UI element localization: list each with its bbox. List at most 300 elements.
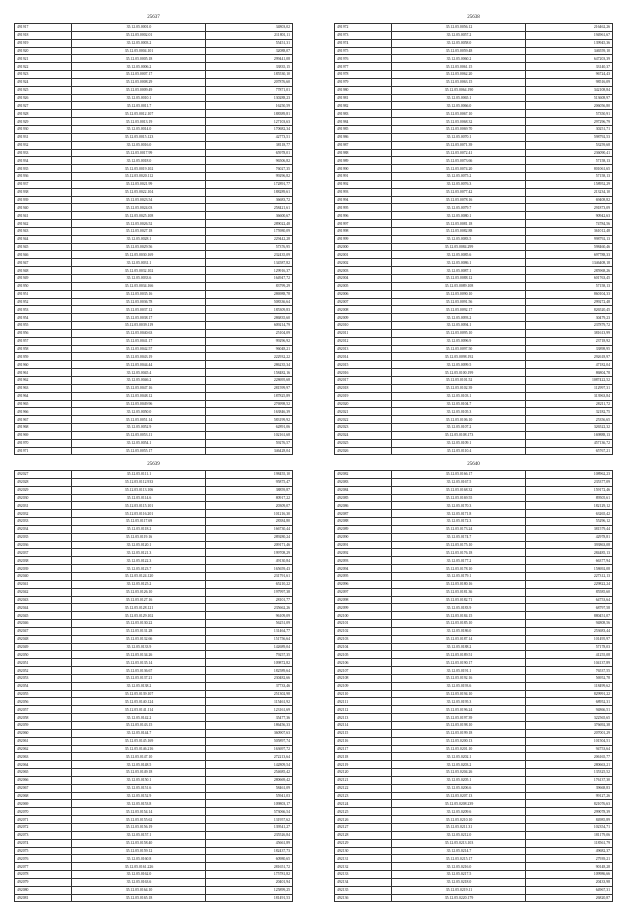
table-row bbox=[15, 729, 293, 737]
table-row bbox=[15, 706, 293, 714]
row-id-cell: 492096 bbox=[335, 580, 392, 588]
amount-cell: 84985,89 bbox=[526, 816, 613, 824]
amount-cell: 188289,61 bbox=[206, 188, 293, 196]
table-row bbox=[335, 886, 613, 894]
table-row bbox=[15, 863, 293, 871]
row-id-cell: 491980 bbox=[335, 86, 392, 94]
code-cell: 35.12.05.0045.4 bbox=[72, 369, 206, 377]
table-row bbox=[15, 839, 293, 847]
table-row bbox=[335, 761, 613, 769]
table-row bbox=[15, 674, 293, 682]
amount-cell: 38859,87 bbox=[206, 486, 293, 494]
code-cell: 35.12.05.0157.1 bbox=[72, 831, 206, 839]
row-id-cell: 492067 bbox=[15, 784, 72, 792]
code-cell: 35.12.05.0104.7 bbox=[392, 400, 526, 408]
code-cell: 35.12.05.0199.18 bbox=[392, 729, 526, 737]
amount-cell: 36600,67 bbox=[206, 212, 293, 220]
code-cell: 35.12.05.0095.10 bbox=[392, 329, 526, 337]
code-cell: 35.12.05.0176.18 bbox=[392, 549, 526, 557]
amount-cell: 172891,77 bbox=[206, 180, 293, 188]
amount-cell: 185530,10 bbox=[206, 71, 293, 79]
code-cell: 35.12.05.0166.17 bbox=[392, 471, 526, 479]
code-cell: 35.12.05.0080.1 bbox=[392, 212, 526, 220]
table-row bbox=[15, 871, 293, 879]
amount-cell: 186456,33 bbox=[206, 722, 293, 730]
table-row bbox=[15, 361, 293, 369]
table-row bbox=[335, 408, 613, 416]
row-id-cell: 492104 bbox=[335, 643, 392, 651]
row-id-cell: 491976 bbox=[335, 55, 392, 63]
table-row bbox=[335, 698, 613, 706]
table-row bbox=[15, 251, 293, 259]
row-id-cell: 491919 bbox=[15, 39, 72, 47]
table-row bbox=[15, 486, 293, 494]
code-cell: 35.12.05.0061.15 bbox=[392, 63, 526, 71]
table-row bbox=[15, 886, 293, 894]
row-id-cell: 492014 bbox=[335, 353, 392, 361]
amount-cell: 829991,22 bbox=[526, 690, 613, 698]
table-row bbox=[15, 502, 293, 510]
code-cell: 35.12.05.0215.17 bbox=[392, 855, 526, 863]
amount-cell: 508336,64 bbox=[206, 298, 293, 306]
row-id-cell: 491969 bbox=[15, 431, 72, 439]
table-row bbox=[335, 776, 613, 784]
row-id-cell: 492099 bbox=[335, 604, 392, 612]
row-id-cell: 492078 bbox=[15, 871, 72, 879]
amount-cell: 197997,38 bbox=[206, 588, 293, 596]
row-id-cell: 491987 bbox=[335, 141, 392, 149]
code-cell: 35.12.05.0185.10 bbox=[392, 620, 526, 628]
code-cell: 35.12.05.0103.1 bbox=[392, 392, 526, 400]
row-id-cell: 492121 bbox=[335, 776, 392, 784]
code-cell: 35.12.05.0062.20 bbox=[392, 71, 526, 79]
code-cell: 35.12.05.0128.121 bbox=[72, 604, 206, 612]
amount-cell: 598460,46 bbox=[526, 243, 613, 251]
table-row bbox=[335, 306, 613, 314]
row-id-cell: 491972 bbox=[335, 24, 392, 32]
code-cell: 35.12.05.0016.0 bbox=[72, 141, 206, 149]
amount-cell: 165659,43 bbox=[206, 565, 293, 573]
row-id-cell: 492093 bbox=[335, 557, 392, 565]
row-id-cell: 492055 bbox=[15, 690, 72, 698]
table-row bbox=[15, 533, 293, 541]
row-id-cell: 492127 bbox=[335, 823, 392, 831]
data-table bbox=[334, 23, 613, 455]
table-row bbox=[15, 141, 293, 149]
amount-cell: 821076,63 bbox=[526, 800, 613, 808]
row-id-cell: 492059 bbox=[15, 722, 72, 730]
amount-cell: 289280,24 bbox=[206, 533, 293, 541]
page-title: 25637 bbox=[147, 15, 160, 20]
code-cell: 35.12.05.0007.17 bbox=[72, 71, 206, 79]
code-cell: 35.12.05.0123.7 bbox=[72, 565, 206, 573]
amount-cell: 254685,42 bbox=[206, 769, 293, 777]
table-row bbox=[335, 863, 613, 871]
code-cell: 35.12.05.0073.66 bbox=[392, 157, 526, 165]
code-cell: 35.12.05.0086.1 bbox=[392, 259, 526, 267]
code-cell: 35.12.05.0213.103 bbox=[392, 839, 526, 847]
row-id-cell: 491934 bbox=[15, 157, 72, 165]
amount-cell: 299078,39 bbox=[526, 808, 613, 816]
amount-cell: 289022,48 bbox=[206, 220, 293, 228]
row-id-cell: 491918 bbox=[15, 31, 72, 39]
row-id-cell: 492005 bbox=[335, 282, 392, 290]
table-row bbox=[15, 643, 293, 651]
table-row bbox=[335, 816, 613, 824]
code-cell: 35.12.05.0022.104 bbox=[72, 188, 206, 196]
row-id-cell: 492114 bbox=[335, 722, 392, 730]
row-id-cell: 492128 bbox=[335, 831, 392, 839]
row-id-cell: 492047 bbox=[15, 627, 72, 635]
row-id-cell: 491954 bbox=[15, 314, 72, 322]
amount-cell: 57178,03 bbox=[526, 643, 613, 651]
amount-cell: 135325,52 bbox=[526, 769, 613, 777]
table-row bbox=[335, 290, 613, 298]
code-cell: 35.12.05.0038.17 bbox=[72, 314, 206, 322]
table-row bbox=[335, 565, 613, 573]
row-id-cell: 492082 bbox=[335, 471, 392, 479]
amount-cell: 209171,46 bbox=[206, 541, 293, 549]
row-id-cell: 492102 bbox=[335, 627, 392, 635]
amount-cell: 101504,51 bbox=[526, 737, 613, 745]
table-row bbox=[15, 431, 293, 439]
row-id-cell: 492024 bbox=[335, 431, 392, 439]
row-id-cell: 492060 bbox=[15, 729, 72, 737]
amount-cell: 28211,72 bbox=[526, 400, 613, 408]
row-id-cell: 492110 bbox=[335, 690, 392, 698]
code-cell: 35.12.05.0064.190 bbox=[392, 86, 526, 94]
amount-cell: 131957,62 bbox=[206, 816, 293, 824]
amount-cell: 158952,29 bbox=[526, 180, 613, 188]
row-id-cell: 491984 bbox=[335, 118, 392, 126]
table-row bbox=[15, 47, 293, 55]
row-id-cell: 492049 bbox=[15, 643, 72, 651]
amount-cell: 30251,71 bbox=[526, 125, 613, 133]
row-id-cell: 491917 bbox=[15, 24, 72, 32]
code-cell: 35.12.05.0214.7 bbox=[392, 847, 526, 855]
row-id-cell: 491932 bbox=[15, 141, 72, 149]
amount-cell: 26820,87 bbox=[526, 894, 613, 902]
row-id-cell: 491988 bbox=[335, 149, 392, 157]
table-row bbox=[15, 275, 293, 283]
amount-cell: 20401,94 bbox=[206, 878, 293, 886]
amount-cell: 139541,27 bbox=[206, 823, 293, 831]
amount-cell: 55451,31 bbox=[206, 39, 293, 47]
code-cell: 35.12.05.0077.42 bbox=[392, 188, 526, 196]
row-id-cell: 491929 bbox=[15, 118, 72, 126]
page-title: 25640 bbox=[467, 462, 480, 467]
row-id-cell: 492090 bbox=[335, 533, 392, 541]
amount-cell: 127103,63 bbox=[206, 118, 293, 126]
amount-cell: 299272,48 bbox=[526, 298, 613, 306]
code-cell: 35.12.05.0164.10 bbox=[72, 886, 206, 894]
code-cell: 35.12.05.0190.17 bbox=[392, 659, 526, 667]
row-id-cell: 492016 bbox=[335, 369, 392, 377]
table-row bbox=[335, 737, 613, 745]
amount-cell: 346559,10 bbox=[526, 47, 613, 55]
table-row bbox=[335, 745, 613, 753]
amount-cell: 158692,08 bbox=[526, 565, 613, 573]
table-row bbox=[335, 447, 613, 455]
code-cell: 35.12.05.0071.39 bbox=[392, 141, 526, 149]
table-row bbox=[15, 588, 293, 596]
code-cell: 35.12.05.0029.56 bbox=[72, 243, 206, 251]
code-cell: 35.12.05.0112.933 bbox=[72, 478, 206, 486]
table-row bbox=[335, 667, 613, 675]
code-cell: 35.12.05.0129.102 bbox=[72, 612, 206, 620]
row-id-cell: 492077 bbox=[15, 863, 72, 871]
amount-cell: 96506,82 bbox=[206, 157, 293, 165]
row-id-cell: 491951 bbox=[15, 290, 72, 298]
code-cell: 35.12.05.0207.13 bbox=[392, 792, 526, 800]
row-id-cell: 492123 bbox=[335, 792, 392, 800]
row-id-cell: 492084 bbox=[335, 486, 392, 494]
table-row bbox=[15, 408, 293, 416]
code-cell: 35.12.05.0012.107 bbox=[72, 110, 206, 118]
row-id-cell: 492054 bbox=[15, 682, 72, 690]
row-id-cell: 492001 bbox=[335, 251, 392, 259]
amount-cell: 42978,81 bbox=[526, 533, 613, 541]
amount-cell: 284485,13 bbox=[526, 549, 613, 557]
table-row bbox=[335, 627, 613, 635]
code-cell: 35.12.05.0121.3 bbox=[72, 549, 206, 557]
table-row bbox=[15, 424, 293, 432]
code-cell: 35.12.05.0188.2 bbox=[392, 643, 526, 651]
row-id-cell: 492134 bbox=[335, 878, 392, 886]
table-row bbox=[335, 212, 613, 220]
row-id-cell: 492028 bbox=[15, 478, 72, 486]
table-row bbox=[15, 753, 293, 761]
amount-cell: 175781,82 bbox=[206, 871, 293, 879]
table-row bbox=[15, 118, 293, 126]
row-id-cell: 492119 bbox=[335, 761, 392, 769]
table-row bbox=[335, 55, 613, 63]
row-id-cell: 492129 bbox=[335, 839, 392, 847]
amount-cell: 647203,39 bbox=[526, 55, 613, 63]
code-cell: 35.12.05.0179.1 bbox=[392, 572, 526, 580]
table-row bbox=[15, 110, 293, 118]
table-row bbox=[15, 714, 293, 722]
code-cell: 35.12.05.0133.9 bbox=[72, 643, 206, 651]
row-id-cell: 492031 bbox=[15, 502, 72, 510]
row-id-cell: 491936 bbox=[15, 173, 72, 181]
row-id-cell: 492115 bbox=[335, 729, 392, 737]
code-cell: 35.12.05.0005.18 bbox=[72, 55, 206, 63]
table-row bbox=[15, 180, 293, 188]
code-cell: 35.12.05.0183.9 bbox=[392, 604, 526, 612]
row-id-cell: 492011 bbox=[335, 329, 392, 337]
code-cell: 35.12.05.0084.299 bbox=[392, 243, 526, 251]
amount-cell: 39668,83 bbox=[526, 784, 613, 792]
row-id-cell: 492066 bbox=[15, 776, 72, 784]
code-cell: 35.12.05.0118.2 bbox=[72, 525, 206, 533]
table-row bbox=[15, 572, 293, 580]
code-cell: 35.12.05.0074.20 bbox=[392, 165, 526, 173]
row-id-cell: 491979 bbox=[335, 78, 392, 86]
code-cell: 35.12.05.0098.192 bbox=[392, 353, 526, 361]
code-cell: 35.12.05.0049.96 bbox=[72, 400, 206, 408]
table-row bbox=[15, 667, 293, 675]
row-id-cell: 491962 bbox=[15, 376, 72, 384]
amount-cell: 57158,13 bbox=[526, 173, 613, 181]
row-id-cell: 492023 bbox=[335, 424, 392, 432]
row-id-cell: 491942 bbox=[15, 220, 72, 228]
code-cell: 35.12.05.0043.19 bbox=[72, 353, 206, 361]
code-cell: 35.12.05.0127.16 bbox=[72, 596, 206, 604]
amount-cell: 213234,10 bbox=[526, 188, 613, 196]
table-row bbox=[335, 322, 613, 330]
amount-cell: 292618,97 bbox=[526, 353, 613, 361]
table-row bbox=[335, 39, 613, 47]
code-cell: 35.12.05.0132.66 bbox=[72, 635, 206, 643]
code-cell: 35.12.05.0041.17 bbox=[72, 337, 206, 345]
amount-cell: 513608,97 bbox=[526, 94, 613, 102]
amount-cell: 76027,35 bbox=[206, 165, 293, 173]
code-cell: 35.12.05.0146.216 bbox=[72, 745, 206, 753]
code-cell: 35.12.05.0182.71 bbox=[392, 596, 526, 604]
amount-cell: 76537,55 bbox=[526, 667, 613, 675]
code-cell: 35.12.05.0208.239 bbox=[392, 800, 526, 808]
row-id-cell: 491924 bbox=[15, 78, 72, 86]
code-cell: 35.12.05.0106.10 bbox=[392, 416, 526, 424]
table-row bbox=[335, 165, 613, 173]
row-id-cell: 492041 bbox=[15, 580, 72, 588]
table-row bbox=[15, 549, 293, 557]
code-cell: 35.12.05.0152.9 bbox=[72, 792, 206, 800]
table-row bbox=[335, 314, 613, 322]
amount-cell: 77871,01 bbox=[206, 86, 293, 94]
code-cell: 35.12.05.0018.0 bbox=[72, 157, 206, 165]
amount-cell: 25104,09 bbox=[206, 329, 293, 337]
amount-cell: 49682,37 bbox=[526, 847, 613, 855]
amount-cell: 131464,77 bbox=[206, 627, 293, 635]
amount-cell: 94866,51 bbox=[526, 706, 613, 714]
table-row bbox=[15, 353, 293, 361]
row-id-cell: 492125 bbox=[335, 808, 392, 816]
data-table bbox=[334, 470, 613, 902]
amount-cell: 231791,61 bbox=[206, 572, 293, 580]
amount-cell: 185309,83 bbox=[206, 306, 293, 314]
amount-cell: 64753,64 bbox=[526, 596, 613, 604]
row-id-cell: 492083 bbox=[335, 478, 392, 486]
amount-cell: 222932,22 bbox=[206, 353, 293, 361]
amount-cell: 272213,64 bbox=[206, 753, 293, 761]
code-cell: 35.12.05.0137.21 bbox=[72, 674, 206, 682]
code-cell: 35.12.05.0048.12 bbox=[72, 392, 206, 400]
table-row bbox=[15, 627, 293, 635]
amount-cell: 90148,28 bbox=[526, 863, 613, 871]
amount-cell: 65210,22 bbox=[206, 580, 293, 588]
amount-cell: 573066,54 bbox=[206, 808, 293, 816]
row-id-cell: 491927 bbox=[15, 102, 72, 110]
code-cell: 35.12.05.0009.49 bbox=[72, 86, 206, 94]
amount-cell: 181179,06 bbox=[526, 831, 613, 839]
table-row bbox=[335, 753, 613, 761]
table-row bbox=[335, 353, 613, 361]
table-row bbox=[15, 510, 293, 518]
table-row bbox=[15, 439, 293, 447]
amount-cell: 207876,60 bbox=[206, 78, 293, 86]
code-cell: 35.12.05.0059.48 bbox=[392, 47, 526, 55]
table-row bbox=[335, 871, 613, 879]
row-id-cell: 492027 bbox=[15, 471, 72, 479]
table-row bbox=[15, 580, 293, 588]
table-row bbox=[15, 596, 293, 604]
amount-cell: 276998,52 bbox=[206, 400, 293, 408]
amount-cell: 112997,31 bbox=[526, 384, 613, 392]
row-id-cell: 491945 bbox=[15, 243, 72, 251]
code-cell: 35.12.05.0102.39 bbox=[392, 384, 526, 392]
table-row bbox=[335, 133, 613, 141]
code-cell: 35.12.05.0110.4 bbox=[392, 447, 526, 455]
row-id-cell: 491926 bbox=[15, 94, 72, 102]
row-id-cell: 492035 bbox=[15, 533, 72, 541]
amount-cell: 99296,82 bbox=[206, 173, 293, 181]
table-row bbox=[335, 204, 613, 212]
code-cell: 35.12.05.0168.32 bbox=[392, 486, 526, 494]
code-cell: 35.12.05.0156.19 bbox=[72, 823, 206, 831]
code-cell: 35.12.05.0197.39 bbox=[392, 714, 526, 722]
row-id-cell: 492070 bbox=[15, 808, 72, 816]
code-cell: 35.12.05.0093.2 bbox=[392, 314, 526, 322]
amount-cell: 163697,72 bbox=[206, 745, 293, 753]
row-id-cell: 492039 bbox=[15, 565, 72, 573]
row-id-cell: 492075 bbox=[15, 847, 72, 855]
table-row bbox=[15, 267, 293, 275]
amount-cell: 118561,79 bbox=[526, 839, 613, 847]
code-cell: 35.12.05.0117.69 bbox=[72, 518, 206, 526]
table-row bbox=[15, 196, 293, 204]
code-cell: 35.12.05.0010.1 bbox=[72, 94, 206, 102]
table-row bbox=[335, 157, 613, 165]
code-cell: 35.12.05.0201.10 bbox=[392, 745, 526, 753]
table-row bbox=[15, 557, 293, 565]
table-row bbox=[15, 227, 293, 235]
table-row bbox=[335, 267, 613, 275]
table-row bbox=[15, 71, 293, 79]
amount-cell: 33898,95 bbox=[526, 345, 613, 353]
table-row bbox=[15, 894, 293, 902]
code-cell: 35.12.05.0161.226 bbox=[72, 863, 206, 871]
row-id-cell: 492133 bbox=[335, 871, 392, 879]
code-cell: 35.12.05.0218.0 bbox=[392, 878, 526, 886]
code-cell: 35.12.05.0031.1 bbox=[72, 259, 206, 267]
amount-cell: 37733,46 bbox=[206, 682, 293, 690]
table-row bbox=[15, 682, 293, 690]
code-cell: 35.12.05.0066.0 bbox=[392, 102, 526, 110]
row-id-cell: 492013 bbox=[335, 345, 392, 353]
row-id-cell: 491994 bbox=[335, 196, 392, 204]
amount-cell: 57350,91 bbox=[526, 110, 613, 118]
amount-cell: 94808,56 bbox=[526, 620, 613, 628]
code-cell: 35.12.05.0126.10 bbox=[72, 588, 206, 596]
amount-cell: 236090,41 bbox=[526, 149, 613, 157]
amount-cell: 33140,37 bbox=[526, 63, 613, 71]
amount-cell: 206165,77 bbox=[526, 753, 613, 761]
code-cell: 35.12.05.0011.7 bbox=[72, 102, 206, 110]
amount-cell: 342108,84 bbox=[526, 86, 613, 94]
amount-cell: 598792,53 bbox=[526, 133, 613, 141]
table-row bbox=[335, 275, 613, 283]
table-row bbox=[335, 251, 613, 259]
code-cell: 35.12.05.0089.108 bbox=[392, 282, 526, 290]
code-cell: 35.12.05.0139.107 bbox=[72, 690, 206, 698]
amount-cell: 98516,09 bbox=[526, 78, 613, 86]
table-row bbox=[15, 792, 293, 800]
amount-cell: 104137,89 bbox=[526, 659, 613, 667]
amount-cell: 68797,58 bbox=[526, 604, 613, 612]
amount-cell: 163846,39 bbox=[206, 408, 293, 416]
